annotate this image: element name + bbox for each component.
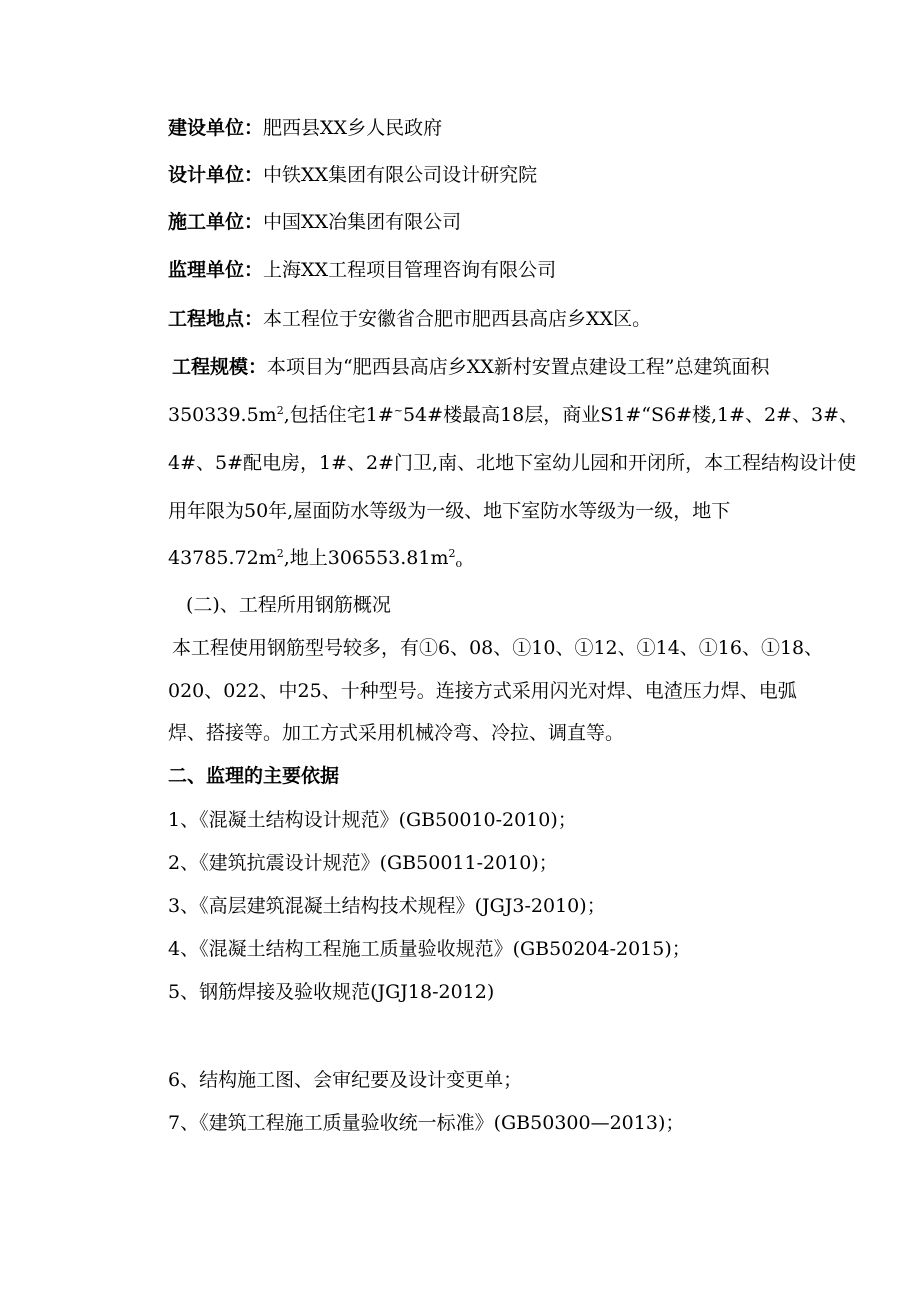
scale-text-4: 用年限为50年,屋面防水等级为一级、地下室防水等级为一级，地下	[168, 500, 731, 522]
construction-unit-row	[168, 116, 442, 140]
design-unit-label: 设计单位：	[168, 164, 264, 186]
rebar-line-1	[172, 636, 823, 660]
basis-item	[168, 894, 606, 918]
rebar-line-2	[168, 679, 797, 703]
basis-item	[168, 937, 691, 961]
builder-unit-label: 施工单位：	[168, 211, 264, 233]
scale-label: 工程规模：	[172, 356, 268, 378]
location-label: 工程地点：	[168, 308, 264, 330]
scale-text-2c: 54#楼最高18层，商业S1#“S6#楼,1#、2#、3#、	[402, 404, 859, 426]
basis-item-text: 1、《混凝土结构设计规范》(GB50010-2010)；	[168, 809, 577, 831]
rebar-text-1: 本工程使用钢筋型号较多，有①6、08、①10、①12、①14、①16、①18、	[172, 637, 824, 659]
scale-line-5	[168, 546, 462, 570]
builder-unit-value: 中国XX冶集团有限公司	[263, 211, 462, 233]
supervision-unit-row	[168, 258, 556, 282]
construction-unit-label: 建设单位：	[168, 117, 264, 139]
scale-text-1: 本项目为“肥西县高店乡XX新村安置点建设工程”总建筑面积	[267, 356, 770, 378]
tilde-mark: ~	[393, 404, 403, 417]
basis-item	[168, 851, 558, 875]
construction-unit-value: 肥西县XX乡人民政府	[263, 117, 443, 139]
location-row	[168, 307, 651, 331]
rebar-line-3	[168, 721, 624, 745]
scale-text-2b: ,包括住宅1#	[283, 404, 394, 426]
basis-heading	[168, 764, 339, 788]
basis-item	[168, 808, 577, 832]
rebar-heading-text: (二)、工程所用钢筋概况	[186, 594, 391, 616]
superscript: 2	[448, 547, 456, 560]
scale-area-total: 350339.5m	[168, 404, 277, 426]
basis-item-text: 2、《建筑抗震设计规范》(GB50011-2010)；	[168, 852, 558, 874]
supervision-unit-label: 监理单位：	[168, 259, 264, 281]
scale-line-2	[168, 403, 858, 427]
basis-item	[168, 1068, 522, 1092]
rebar-text-3: 焊、搭接等。加工方式采用机械冷弯、冷拉、调直等。	[168, 722, 625, 744]
rebar-text-2: 020、022、中25、十种型号。连接方式采用闪光对焊、电渣压力焊、电弧	[168, 680, 797, 702]
superscript: 2	[276, 404, 284, 417]
basis-heading-text: 二、监理的主要依据	[168, 765, 340, 787]
basis-item-text: 3、《高层建筑混凝土结构技术规程》(JGJ3-2010)；	[168, 895, 606, 917]
basis-item-text: 5、钢筋焊接及验收规范(JGJ18-2012)	[168, 981, 495, 1003]
design-unit-row	[168, 163, 537, 187]
supervision-unit-value: 上海XX工程项目管理咨询有限公司	[263, 259, 557, 281]
scale-text-3: 4#、5#配电房，1#、2#门卫,南、北地下室幼儿园和开闭所，本工程结构设计使	[168, 452, 857, 474]
basis-item-text: 7、《建筑工程施工质量验收统一标准》(GB50300—2013)；	[168, 1112, 685, 1134]
period-mark: o	[455, 557, 463, 570]
superscript: 2	[276, 547, 284, 560]
builder-unit-row	[168, 210, 461, 234]
location-value: 本工程位于安徽省合肥市肥西县高店乡XX区。	[263, 308, 652, 330]
rebar-heading	[186, 593, 391, 617]
basis-item	[168, 980, 494, 1004]
scale-line-4	[168, 499, 730, 523]
scale-area-underground: 43785.72m	[168, 547, 277, 569]
scale-area-aboveground: ,地上306553.81m	[283, 547, 449, 569]
scale-line-1	[172, 355, 770, 379]
scale-line-3	[168, 451, 856, 475]
basis-item-text: 6、结构施工图、会审纪要及设计变更单；	[168, 1069, 523, 1091]
basis-item-text: 4、《混凝土结构工程施工质量验收规范》(GB50204-2015)；	[168, 938, 691, 960]
design-unit-value: 中铁XX集团有限公司设计研究院	[263, 164, 538, 186]
basis-item	[168, 1111, 684, 1135]
